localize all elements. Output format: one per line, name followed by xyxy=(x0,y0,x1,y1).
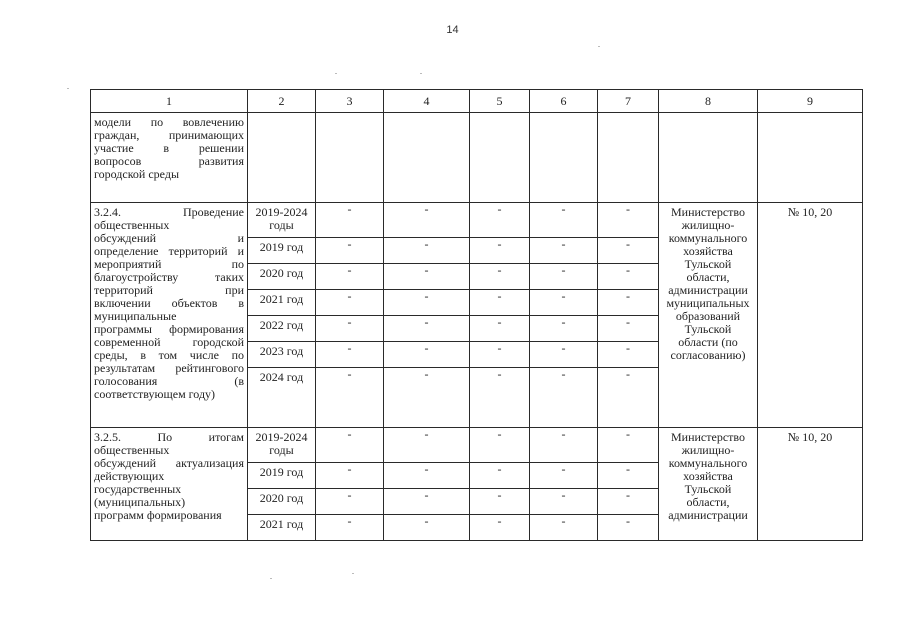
executor-line: области, xyxy=(686,270,730,284)
executor-line: жилищно- xyxy=(681,443,735,457)
funding-dash-cell: - xyxy=(470,515,530,541)
period-cell: 2023 год xyxy=(248,342,316,368)
empty-cell xyxy=(470,113,530,203)
funding-dash-cell: - xyxy=(470,342,530,368)
empty-cell xyxy=(316,113,384,203)
period-cell: 2021 год xyxy=(248,515,316,541)
executor-line: коммунального xyxy=(668,231,748,245)
funding-dash-cell: - xyxy=(530,463,598,489)
measure-3-2-5-row xyxy=(91,428,863,463)
funding-dash-cell: - xyxy=(316,515,384,541)
funding-dash-cell: - xyxy=(598,368,659,428)
column-number-7: 7 xyxy=(598,90,659,113)
desc-line: включении объектов в xyxy=(94,296,244,310)
funding-dash-cell: - xyxy=(530,489,598,515)
measure-3-2-5-executor xyxy=(659,428,758,541)
scan-speck xyxy=(598,46,600,47)
funding-dash-cell: - xyxy=(598,316,659,342)
desc-line: результатам рейтингового xyxy=(94,361,244,375)
funding-dash-cell: - xyxy=(316,489,384,515)
funding-dash-cell: - xyxy=(530,428,598,463)
continuation-row xyxy=(91,113,863,203)
desc-line: соответствующем году) xyxy=(94,387,216,401)
empty-cell xyxy=(530,113,598,203)
desc-line: современной городской xyxy=(94,335,244,349)
desc-line: 3.2.4. Проведение xyxy=(94,205,244,219)
funding-dash-cell: - xyxy=(598,238,659,264)
column-number-8: 8 xyxy=(659,90,758,113)
column-number-2: 2 xyxy=(248,90,316,113)
executor-line: Министерство xyxy=(671,205,745,219)
desc-line: благоустройству таких xyxy=(94,270,244,284)
measure-3-2-4-row xyxy=(91,203,863,238)
executor-line: Министерство xyxy=(671,430,745,444)
executor-line: муниципальных xyxy=(666,296,750,310)
funding-dash-cell: - xyxy=(530,316,598,342)
measure-3-2-4-executor xyxy=(659,203,758,428)
desc-line: (муниципальных) xyxy=(94,495,186,509)
executor-line: хозяйства xyxy=(683,469,733,483)
funding-dash-cell: - xyxy=(598,515,659,541)
funding-dash-cell: - xyxy=(530,203,598,238)
column-number-9: 9 xyxy=(758,90,863,113)
empty-cell xyxy=(659,113,758,203)
period-cell: 2019-2024 годы xyxy=(248,428,316,463)
scan-speck xyxy=(420,73,422,74)
funding-dash-cell: - xyxy=(530,264,598,290)
desc-line: голосования (в xyxy=(94,374,244,388)
desc-line: 3.2.5. По итогам xyxy=(94,430,244,444)
desc-line: городской среды xyxy=(94,167,180,181)
scan-speck xyxy=(335,73,337,74)
funding-dash-cell: - xyxy=(316,290,384,316)
funding-dash-cell: - xyxy=(384,428,470,463)
funding-dash-cell: - xyxy=(470,290,530,316)
funding-dash-cell: - xyxy=(384,368,470,428)
scan-speck xyxy=(270,578,272,579)
desc-line: программ формирования xyxy=(94,508,222,522)
funding-dash-cell: - xyxy=(470,238,530,264)
executor-line: области (по xyxy=(678,335,738,349)
column-number-1: 1 xyxy=(91,90,248,113)
funding-dash-cell: - xyxy=(598,428,659,463)
funding-dash-cell: - xyxy=(384,463,470,489)
period-cell: 2022 год xyxy=(248,316,316,342)
measure-3-2-5-indicators: № 10, 20 xyxy=(758,428,863,541)
desc-line: общественных xyxy=(94,443,170,457)
desc-line: муниципальные xyxy=(94,309,177,323)
funding-dash-cell: - xyxy=(384,515,470,541)
desc-line: программы формирования xyxy=(94,322,244,336)
column-number-5: 5 xyxy=(470,90,530,113)
desc-line: общественных xyxy=(94,218,170,232)
desc-line: определение территорий и xyxy=(94,244,244,258)
funding-dash-cell: - xyxy=(384,290,470,316)
empty-cell xyxy=(248,113,316,203)
executor-line: коммунального xyxy=(668,456,748,470)
funding-dash-cell: - xyxy=(384,342,470,368)
desc-line: обсуждений актуализация xyxy=(94,456,244,470)
measure-3-2-4-description xyxy=(91,203,248,428)
funding-dash-cell: - xyxy=(316,342,384,368)
funding-dash-cell: - xyxy=(530,368,598,428)
empty-cell xyxy=(384,113,470,203)
funding-dash-cell: - xyxy=(530,515,598,541)
desc-line: граждан, принимающих xyxy=(94,128,244,142)
header-row xyxy=(91,90,863,113)
funding-dash-cell: - xyxy=(598,489,659,515)
scan-speck xyxy=(67,88,69,89)
desc-line: обсуждений и xyxy=(94,231,244,245)
funding-dash-cell: - xyxy=(470,463,530,489)
desc-line: вопросов развития xyxy=(94,154,244,168)
funding-dash-cell: - xyxy=(470,428,530,463)
funding-dash-cell: - xyxy=(384,316,470,342)
funding-dash-cell: - xyxy=(316,368,384,428)
desc-line: модели по вовлечению xyxy=(94,115,244,129)
executor-line: жилищно- xyxy=(681,218,735,232)
executor-line: согласованию) xyxy=(670,348,746,362)
period-cell: 2024 год xyxy=(248,368,316,428)
desc-line: участие в решении xyxy=(94,141,244,155)
period-cell: 2020 год xyxy=(248,264,316,290)
plan-table xyxy=(90,89,863,541)
measure-3-2-4-indicators: № 10, 20 xyxy=(758,203,863,428)
measure-3-2-5-description xyxy=(91,428,248,541)
desc-line: действующих xyxy=(94,469,165,483)
executor-line: администрации xyxy=(668,508,748,522)
funding-dash-cell: - xyxy=(470,264,530,290)
executor-line: области, xyxy=(686,495,730,509)
empty-cell xyxy=(758,113,863,203)
executor-line: образований xyxy=(675,309,741,323)
funding-dash-cell: - xyxy=(316,463,384,489)
funding-dash-cell: - xyxy=(384,489,470,515)
period-cell: 2019 год xyxy=(248,238,316,264)
executor-line: Тульской xyxy=(684,322,732,336)
funding-dash-cell: - xyxy=(316,264,384,290)
scan-speck xyxy=(352,573,354,574)
funding-dash-cell: - xyxy=(530,290,598,316)
funding-dash-cell: - xyxy=(598,463,659,489)
period-cell: 2019-2024 годы xyxy=(248,203,316,238)
funding-dash-cell: - xyxy=(470,489,530,515)
page-number: 14 xyxy=(446,24,459,36)
funding-dash-cell: - xyxy=(384,203,470,238)
desc-line: среды, в том числе по xyxy=(94,348,244,362)
funding-dash-cell: - xyxy=(470,203,530,238)
continuation-text xyxy=(91,113,248,203)
period-cell: 2019 год xyxy=(248,463,316,489)
desc-line: государственных xyxy=(94,482,182,496)
funding-dash-cell: - xyxy=(598,203,659,238)
period-cell: 2021 год xyxy=(248,290,316,316)
funding-dash-cell: - xyxy=(316,203,384,238)
funding-dash-cell: - xyxy=(530,238,598,264)
funding-dash-cell: - xyxy=(316,316,384,342)
funding-dash-cell: - xyxy=(598,264,659,290)
column-number-6: 6 xyxy=(530,90,598,113)
column-number-3: 3 xyxy=(316,90,384,113)
desc-line: мероприятий по xyxy=(94,257,244,271)
funding-dash-cell: - xyxy=(530,342,598,368)
desc-line: территорий при xyxy=(94,283,244,297)
funding-dash-cell: - xyxy=(470,368,530,428)
funding-dash-cell: - xyxy=(384,238,470,264)
period-cell: 2020 год xyxy=(248,489,316,515)
funding-dash-cell: - xyxy=(598,290,659,316)
executor-line: хозяйства xyxy=(683,244,733,258)
funding-dash-cell: - xyxy=(316,238,384,264)
funding-dash-cell: - xyxy=(598,342,659,368)
column-number-4: 4 xyxy=(384,90,470,113)
executor-line: Тульской xyxy=(684,482,732,496)
executor-line: администрации xyxy=(668,283,748,297)
empty-cell xyxy=(598,113,659,203)
executor-line: Тульской xyxy=(684,257,732,271)
funding-dash-cell: - xyxy=(384,264,470,290)
funding-dash-cell: - xyxy=(316,428,384,463)
funding-dash-cell: - xyxy=(470,316,530,342)
